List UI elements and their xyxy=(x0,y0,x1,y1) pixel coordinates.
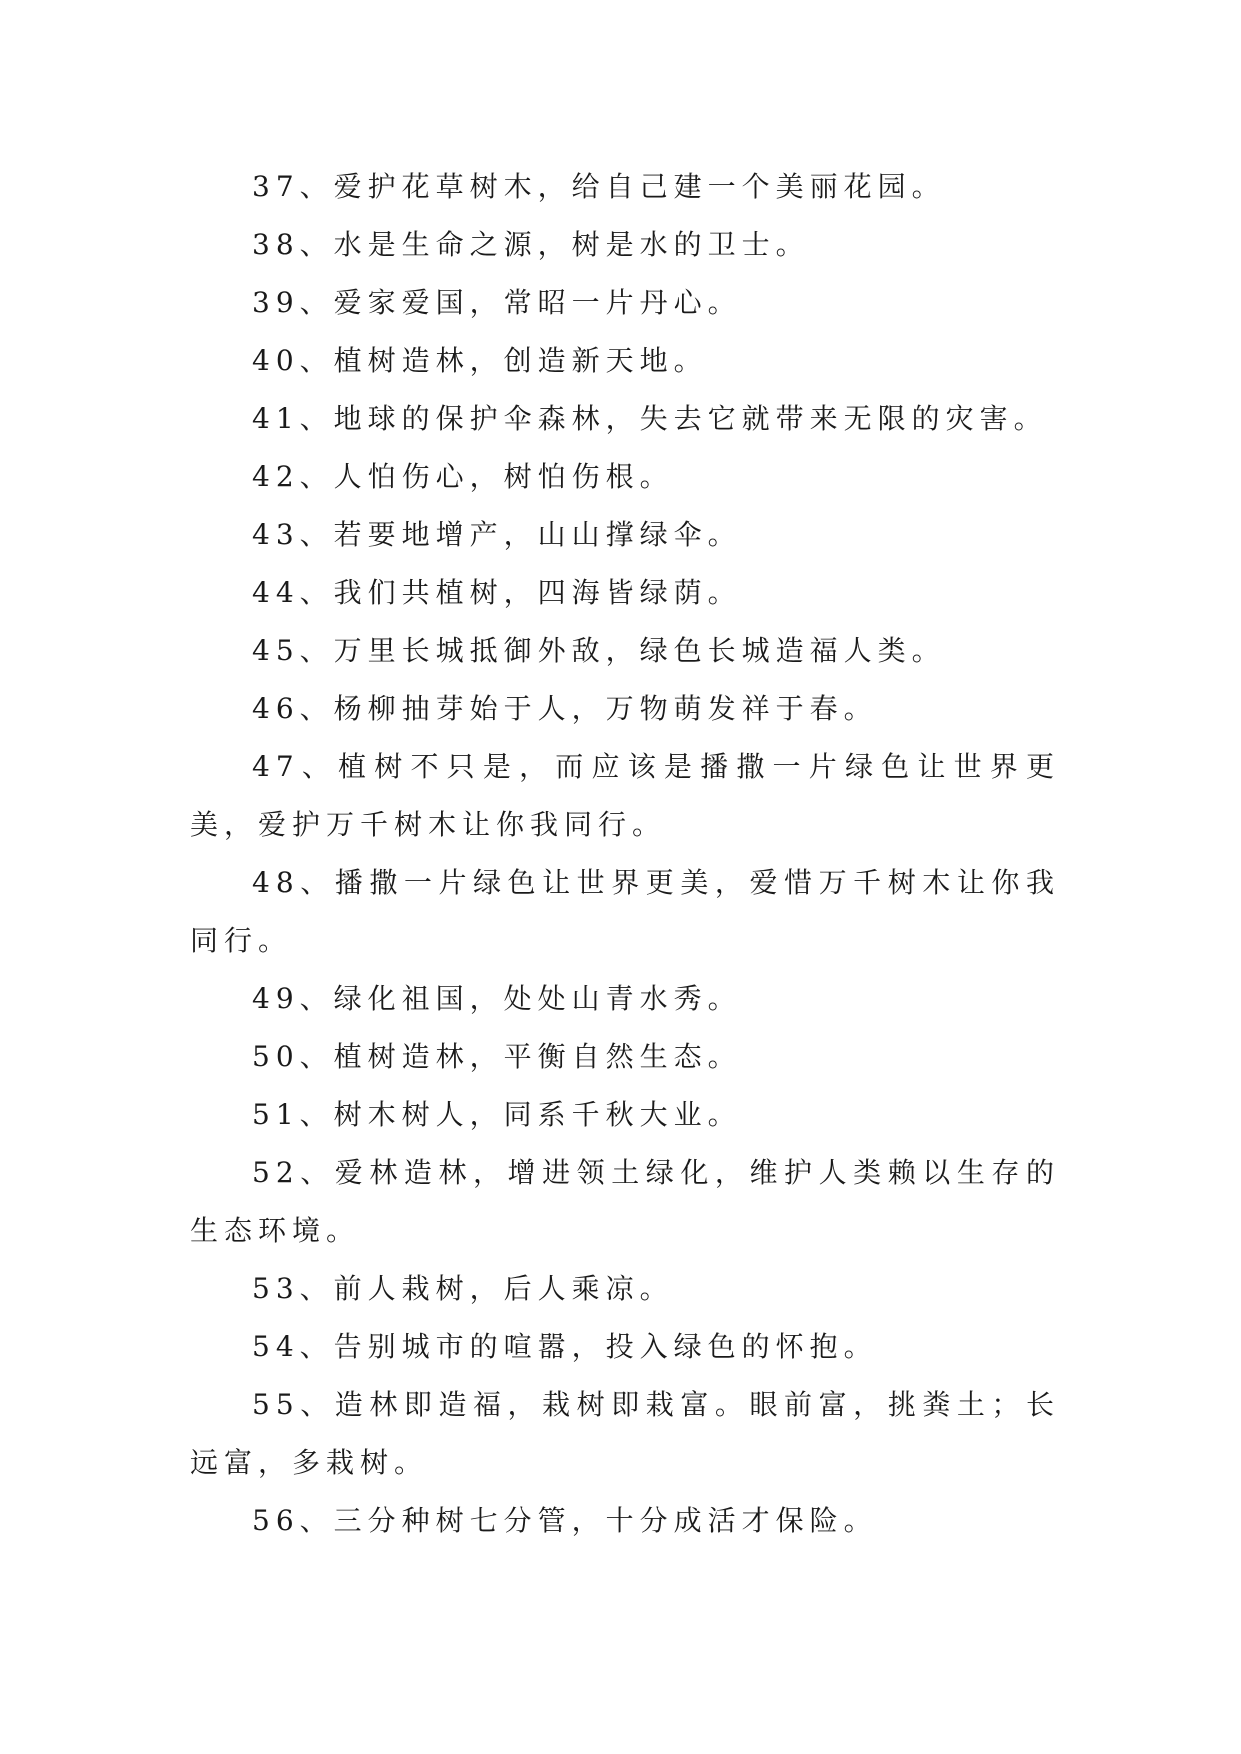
slogan-38: 38、水是生命之源，树是水的卫士。 xyxy=(252,228,810,261)
slogan-43: 43、若要地增产，山山撑绿伞。 xyxy=(252,518,742,551)
slogan-52: 52、爱林造林，增进领土绿化，维护人类赖以生存的生态环境。 xyxy=(190,1156,1060,1247)
slogan-37: 37、爱护花草树木，给自己建一个美丽花园。 xyxy=(252,170,946,203)
slogan-55: 55、造林即造福，栽树即栽富。眼前富，挑粪土；长远富，多栽树。 xyxy=(190,1388,1060,1479)
slogan-42: 42、人怕伤心，树怕伤根。 xyxy=(252,460,674,493)
slogan-44: 44、我们共植树，四海皆绿荫。 xyxy=(252,576,742,609)
slogan-53: 53、前人栽树，后人乘凉。 xyxy=(252,1272,674,1305)
slogan-51: 51、树木树人，同系千秋大业。 xyxy=(252,1098,742,1131)
slogan-39: 39、爱家爱国，常昭一片丹心。 xyxy=(252,286,742,319)
slogan-54: 54、告别城市的喧嚣，投入绿色的怀抱。 xyxy=(252,1330,878,1363)
slogan-46: 46、杨柳抽芽始于人，万物萌发祥于春。 xyxy=(252,692,878,725)
slogan-49: 49、绿化祖国，处处山青水秀。 xyxy=(252,982,742,1015)
slogan-41: 41、地球的保护伞森林，失去它就带来无限的灾害。 xyxy=(252,402,1048,435)
document-body xyxy=(190,158,1060,1550)
slogan-45: 45、万里长城抵御外敌，绿色长城造福人类。 xyxy=(252,634,946,667)
slogan-47: 47、植树不只是，而应该是播撒一片绿色让世界更美，爱护万千树木让你我同行。 xyxy=(190,750,1060,841)
slogan-56: 56、三分种树七分管，十分成活才保险。 xyxy=(252,1504,878,1537)
slogan-40: 40、植树造林，创造新天地。 xyxy=(252,344,708,377)
slogan-48: 48、播撒一片绿色让世界更美，爱惜万千树木让你我同行。 xyxy=(190,866,1060,957)
slogan-50: 50、植树造林，平衡自然生态。 xyxy=(252,1040,742,1073)
